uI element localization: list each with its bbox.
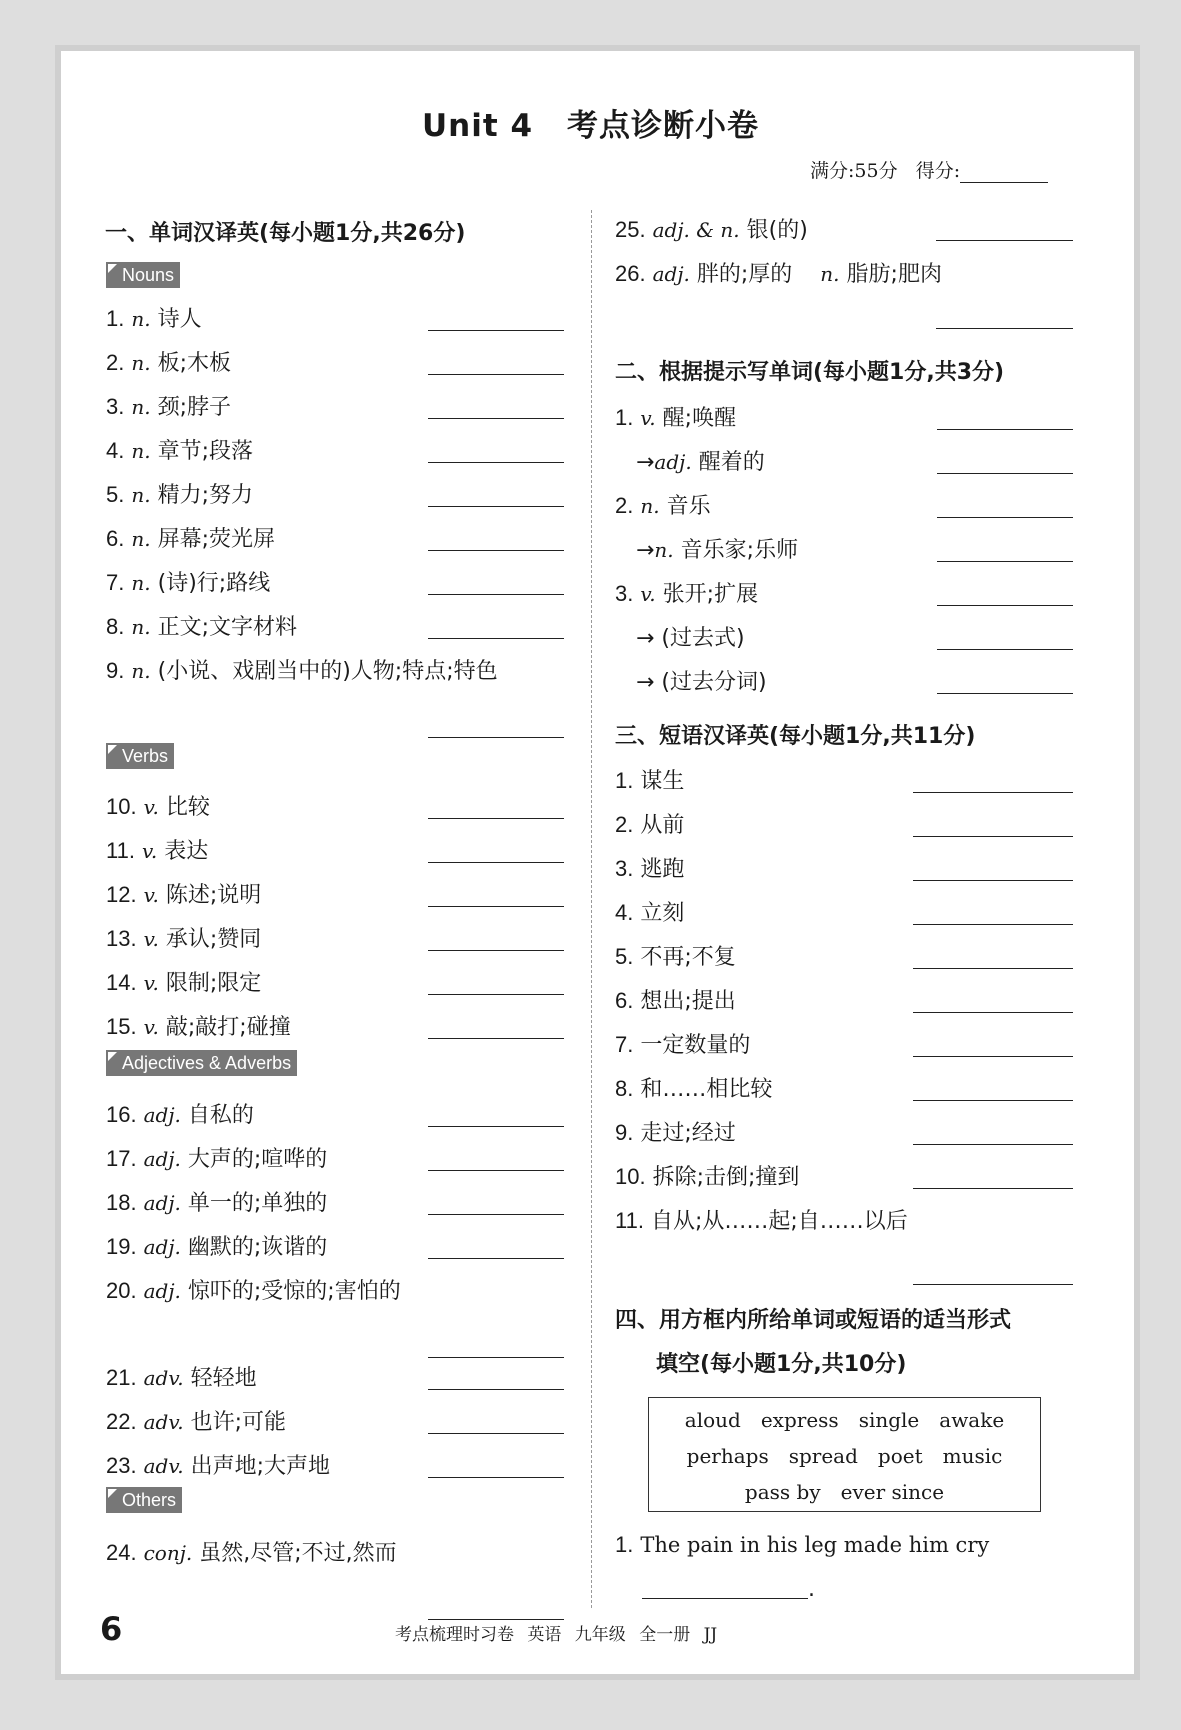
answer-blank[interactable]: [913, 1188, 1073, 1189]
section-3-title: 三、短语汉译英(每小题1分,共11分): [615, 724, 976, 749]
tag-adjectives-adverbs: Adjectives & Adverbs: [106, 1050, 297, 1076]
word-item: 16. adj. 自私的: [106, 1102, 254, 1128]
answer-blank[interactable]: [428, 1038, 564, 1039]
tag-others: Others: [106, 1487, 182, 1513]
footer-book-title: 考点梳理时习卷 英语 九年级 全一册 JJ: [395, 1625, 718, 1645]
tag-verbs: Verbs: [106, 743, 174, 769]
answer-blank[interactable]: [428, 1477, 564, 1478]
section-2-title: 二、根据提示写单词(每小题1分,共3分): [615, 360, 1005, 385]
phrase-item: 2. 从前: [615, 812, 685, 838]
word-box-item: express: [760, 1408, 839, 1432]
answer-blank[interactable]: [428, 638, 564, 639]
word-box-item: poet: [877, 1444, 923, 1468]
hint-item: 1. v. 醒;唤醒: [615, 405, 737, 431]
answer-blank[interactable]: [913, 1056, 1073, 1057]
word-box-item: perhaps: [686, 1444, 769, 1468]
answer-blank[interactable]: [428, 1170, 564, 1171]
answer-blank[interactable]: [428, 906, 564, 907]
page-title: [0, 100, 1181, 145]
answer-blank[interactable]: [428, 818, 564, 819]
word-box-item: single: [858, 1408, 920, 1432]
answer-blank[interactable]: [428, 550, 564, 551]
word-box-item: aloud: [684, 1408, 741, 1432]
phrase-item: 5. 不再;不复: [615, 944, 736, 970]
word-item: 12. v. 陈述;说明: [106, 882, 262, 908]
answer-blank[interactable]: [913, 1100, 1073, 1101]
answer-blank[interactable]: [428, 737, 564, 738]
hint-item: 3. v. 张开;扩展: [615, 581, 759, 607]
word-item: 15. v. 敲;敲打;碰撞: [106, 1014, 291, 1040]
phrase-item: 9. 走过;经过: [615, 1120, 736, 1146]
word-item: 1. n. 诗人: [106, 306, 202, 332]
phrase-item: 6. 想出;提出: [615, 988, 736, 1014]
score-line: [810, 156, 1048, 183]
answer-blank[interactable]: [913, 924, 1073, 925]
phrase-item: 7. 一定数量的: [615, 1032, 751, 1058]
answer-blank[interactable]: [428, 1389, 564, 1390]
word-item: 13. v. 承认;赞同: [106, 926, 262, 952]
answer-blank[interactable]: [936, 328, 1073, 329]
phrase-item: 10. 拆除;击倒;撞到: [615, 1164, 800, 1190]
word-item: 2. n. 板;木板: [106, 350, 232, 376]
word-box: [648, 1397, 1041, 1512]
word-item: 8. n. 正文;文字材料: [106, 614, 298, 640]
hint-item: →adj. 醒着的: [635, 450, 765, 475]
answer-blank[interactable]: [937, 429, 1073, 430]
phrase-item: 11. 自从;从……起;自……以后: [615, 1208, 908, 1234]
hint-item: 2. n. 音乐: [615, 493, 711, 519]
hint-item: →n. 音乐家;乐师: [635, 538, 799, 563]
section-1-title: 一、单词汉译英(每小题1分,共26分): [105, 221, 466, 246]
answer-blank[interactable]: [913, 792, 1073, 793]
answer-blank[interactable]: [428, 374, 564, 375]
quiz-title: 考点诊断小卷: [567, 108, 760, 144]
word-box-item: ever since: [840, 1480, 945, 1504]
answer-blank[interactable]: [913, 968, 1073, 969]
answer-blank[interactable]: [913, 1284, 1073, 1285]
phrase-item: 8. 和……相比较: [615, 1076, 773, 1102]
answer-blank[interactable]: [428, 950, 564, 951]
answer-blank[interactable]: [937, 561, 1073, 562]
answer-blank[interactable]: [937, 649, 1073, 650]
word-box-item: music: [942, 1444, 1003, 1468]
word-item: 10. v. 比较: [106, 794, 210, 820]
answer-blank[interactable]: [428, 1433, 564, 1434]
tag-nouns: Nouns: [106, 262, 180, 288]
word-item: 11. v. 表达: [106, 838, 209, 864]
answer-blank[interactable]: [428, 418, 564, 419]
word-box-item: awake: [939, 1408, 1005, 1432]
word-item: 19. adj. 幽默的;诙谐的: [106, 1234, 328, 1260]
section-4-title: 四、用方框内所给单词或短语的适当形式: [615, 1308, 1012, 1333]
phrase-item: 1. 谋生: [615, 768, 685, 794]
answer-blank[interactable]: [937, 605, 1073, 606]
word-item: 3. n. 颈;脖子: [106, 394, 232, 420]
word-item: 5. n. 精力;努力: [106, 482, 254, 508]
word-item: 18. adj. 单一的;单独的: [106, 1190, 328, 1216]
phrase-item: 3. 逃跑: [615, 856, 685, 882]
hint-item: → (过去式): [635, 626, 745, 651]
word-item: 7. n. (诗)行;路线: [106, 570, 271, 596]
score-blank[interactable]: [960, 164, 1048, 183]
answer-blank[interactable]: [428, 594, 564, 595]
word-item: 4. n. 章节;段落: [106, 438, 254, 464]
word-box-item: pass by: [744, 1480, 821, 1504]
word-item: 23. adv. 出声地;大声地: [106, 1453, 331, 1479]
phrase-item: 4. 立刻: [615, 900, 685, 926]
word-item: 20. adj. 惊吓的;受惊的;害怕的: [106, 1278, 401, 1304]
full-score: 满分:55分: [810, 160, 898, 182]
answer-blank[interactable]: [428, 462, 564, 463]
answer-blank[interactable]: [428, 1258, 564, 1259]
page-number: 6: [100, 1610, 123, 1648]
answer-blank[interactable]: [428, 1214, 564, 1215]
answer-blank[interactable]: [913, 1144, 1073, 1145]
sentence-period: .: [808, 1577, 815, 1602]
word-box-item: spread: [788, 1444, 858, 1468]
word-item: 9. n. (小说、戏剧当中的)人物;特点;特色: [106, 658, 498, 684]
word-item: 21. adv. 轻轻地: [106, 1365, 257, 1391]
word-item: 25. adj. & n. 银(的): [615, 217, 808, 243]
answer-blank[interactable]: [937, 693, 1073, 694]
answer-blank[interactable]: [913, 1012, 1073, 1013]
section-4-title-cont: 填空(每小题1分,共10分): [656, 1352, 907, 1377]
word-item: 24. conj. 虽然,尽管;不过,然而: [106, 1540, 397, 1566]
unit-label: Unit 4: [421, 108, 534, 144]
column-divider: [591, 210, 592, 1608]
answer-blank[interactable]: [428, 506, 564, 507]
answer-blank[interactable]: [937, 517, 1073, 518]
answer-blank[interactable]: [642, 1598, 808, 1599]
word-item: 22. adv. 也许;可能: [106, 1409, 287, 1435]
answer-blank[interactable]: [428, 1126, 564, 1127]
word-item: 26. adj. 胖的;厚的 n. 脂肪;肥肉: [615, 261, 942, 287]
answer-blank[interactable]: [936, 240, 1073, 241]
hint-item: → (过去分词): [635, 670, 767, 695]
word-item: 17. adj. 大声的;喧哗的: [106, 1146, 328, 1172]
answer-blank[interactable]: [428, 862, 564, 863]
answer-blank[interactable]: [913, 880, 1073, 881]
answer-blank[interactable]: [428, 994, 564, 995]
word-item: 14. v. 限制;限定: [106, 970, 262, 996]
score-label: 得分:: [915, 160, 961, 182]
section-4-question-1: 1. The pain in his leg made him cry: [615, 1532, 990, 1557]
answer-blank[interactable]: [913, 836, 1073, 837]
word-item: 6. n. 屏幕;荧光屏: [106, 526, 276, 552]
answer-blank[interactable]: [428, 1357, 564, 1358]
answer-blank[interactable]: [428, 330, 564, 331]
answer-blank[interactable]: [937, 473, 1073, 474]
